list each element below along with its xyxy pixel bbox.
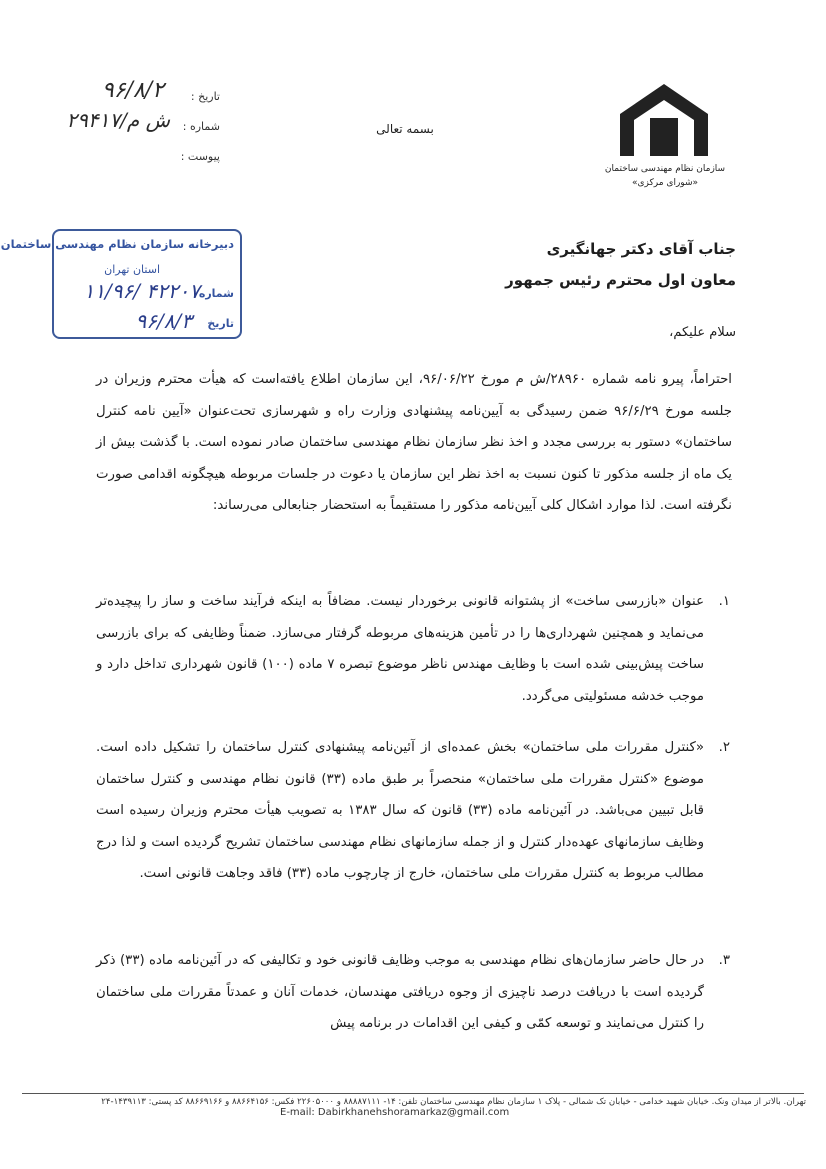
item-number: ۳. xyxy=(718,953,730,968)
stamp-date-label: تاریخ xyxy=(207,317,234,330)
addressee-title: معاون اول محترم رئیس جمهور xyxy=(505,271,736,289)
stamp-title: دبیرخانه سازمان نظام مهندسی ساختمان xyxy=(0,237,234,251)
item-number: ۲. xyxy=(718,740,730,755)
number-value: ۲۹۴۱۷/ش م xyxy=(66,108,170,132)
list-item xyxy=(96,586,732,712)
letter-meta xyxy=(66,78,220,164)
date-label: تاریخ : xyxy=(190,90,220,103)
list-item xyxy=(96,732,732,890)
number-label: شماره : xyxy=(182,120,220,133)
greeting: سلام علیکم، xyxy=(669,325,736,340)
secretariat-stamp xyxy=(0,229,242,339)
organization-logo xyxy=(616,78,712,160)
organization-name: سازمان نظام مهندسی ساختمان xyxy=(604,164,726,174)
addressee-name: جناب آقای دکتر جهانگیری xyxy=(546,240,736,258)
stamp-number-label: شماره xyxy=(198,287,234,300)
footer-email: E-mail: Dabirkhanehshoramarkaz@gmail.com xyxy=(280,1107,510,1118)
attachment-label: پیوست : xyxy=(180,150,220,163)
footer-divider xyxy=(22,1093,804,1094)
stamp-subtitle: استان تهران xyxy=(104,263,160,276)
footer-address: تهران. بالاتر از میدان ونک. خیابان شهید خدامی - خیابان تک شمالی - پلاک ۱ سازمان نظام مهندسی ساختمان تلفن: ۱۴- ۸۸۸۸۷۱۱۱ و ۲۲۶۰۵۰۰۰ فکس: ۸۸۶۶۴۱۵۶ و ۸۸۶۶۹۱۶۶ کد پستی: ۱۴۳۹۱۱۳-۲۴ xyxy=(101,1097,806,1107)
list-item xyxy=(96,945,732,1040)
item-text: در حال حاضر سازمان‌های نظام مهندسی به موجب وظایف قانونی خود و تکالیفی که در آئین‌نامه ماده (۳۳) ذکر گردیده است با دریافت درصد ناچیزی از وجوه دریافتی مهندسان، خدمات آنان و عمدتاً مقررات ملی ساختمان را کنترل می‌نمایند و توسعه کمّی و کیفی این اقدامات در برنامه پیش xyxy=(96,953,704,1032)
item-number: ۱. xyxy=(718,594,730,609)
stamp-number-value: ۱۱/۹۶/ ۴۲۲۰۷ xyxy=(83,279,200,303)
stamp-date-value: ۹۶/۸/۳ xyxy=(135,309,192,333)
intro-paragraph: احتراماً، پیرو نامه شماره ۲۸۹۶۰/ش م مورخ ۹۶/۰۶/۲۲، این سازمان اطلاع یافته‌است که هیأت محترم وزیران در جلسه مورخ ۹۶/۶/۲۹ ضمن رسیدگی به آیین‌نامه پیشنهادی وزارت راه و شهرسازی تحت‌عنوان «آیین نامه کنترل ساختمان» دستور به بررسی مجدد و اخذ نظر سازمان نظام مهندسی ساختمان صادر نموده است. با گذشت بیش از یک ماه از جلسه مذکور تا کنون نسبت به اخذ نظر این سازمان یا دعوت در جلسات مربوطه هیچگونه اقدامی صورت نگرفته است. لذا موارد اشکال کلی آیین‌نامه مذکور را مستقیماً به استحضار جنابعالی می‌رساند: xyxy=(96,372,733,514)
organization-council: «شورای مرکزی» xyxy=(631,178,699,188)
item-text: «کنترل مقررات ملی ساختمان» بخش عمده‌ای از آئین‌نامه پیشنهادی کنترل ساختمان را تشکیل داده است. موضوع «کنترل مقررات ملی ساختمان» منحصراً بر طبق ماده (۳۳) قانون نظام مهندسی و کنترل ساختمان قابل تبیین می‌باشد. در آئین‌نامه ماده (۳۳) قانون که سال ۱۳۸۳ به تصویب هیأت محترم وزیران رسیده است وظایف سازمانهای عهده‌دار کنترل و از جمله سازمانهای نظام مهندسی ساختمان تشریح گردیده است و لذا درج مطالب مربوط به کنترل مقررات ملی ساختمان، خارج از چارچوب ماده (۳۳) فاقد وجاهت قانونی است. xyxy=(96,740,704,882)
item-text: عنوان «بازرسی ساخت» از پشتوانه قانونی برخوردار نیست. مضافاً به اینکه فرآیند ساخت و ساز را پیچیده‌تر می‌نماید و همچنین شهرداری‌ها را در تأمین هزینه‌های مربوطه گرفتار می‌سازد. ضمناً وظایفی که برای بازرسی ساخت پیش‌بینی شده است با وظایف مهندس ناظر موضوع تبصره ۷ ماده (۱۰۰) قانون شهرداری تداخل دارد و موجب خدشه مسئولیتی می‌گردد. xyxy=(96,594,704,704)
basmala-heading: بسمه تعالی xyxy=(376,122,434,136)
date-value: ۹۶/۸/۲ xyxy=(101,78,164,103)
